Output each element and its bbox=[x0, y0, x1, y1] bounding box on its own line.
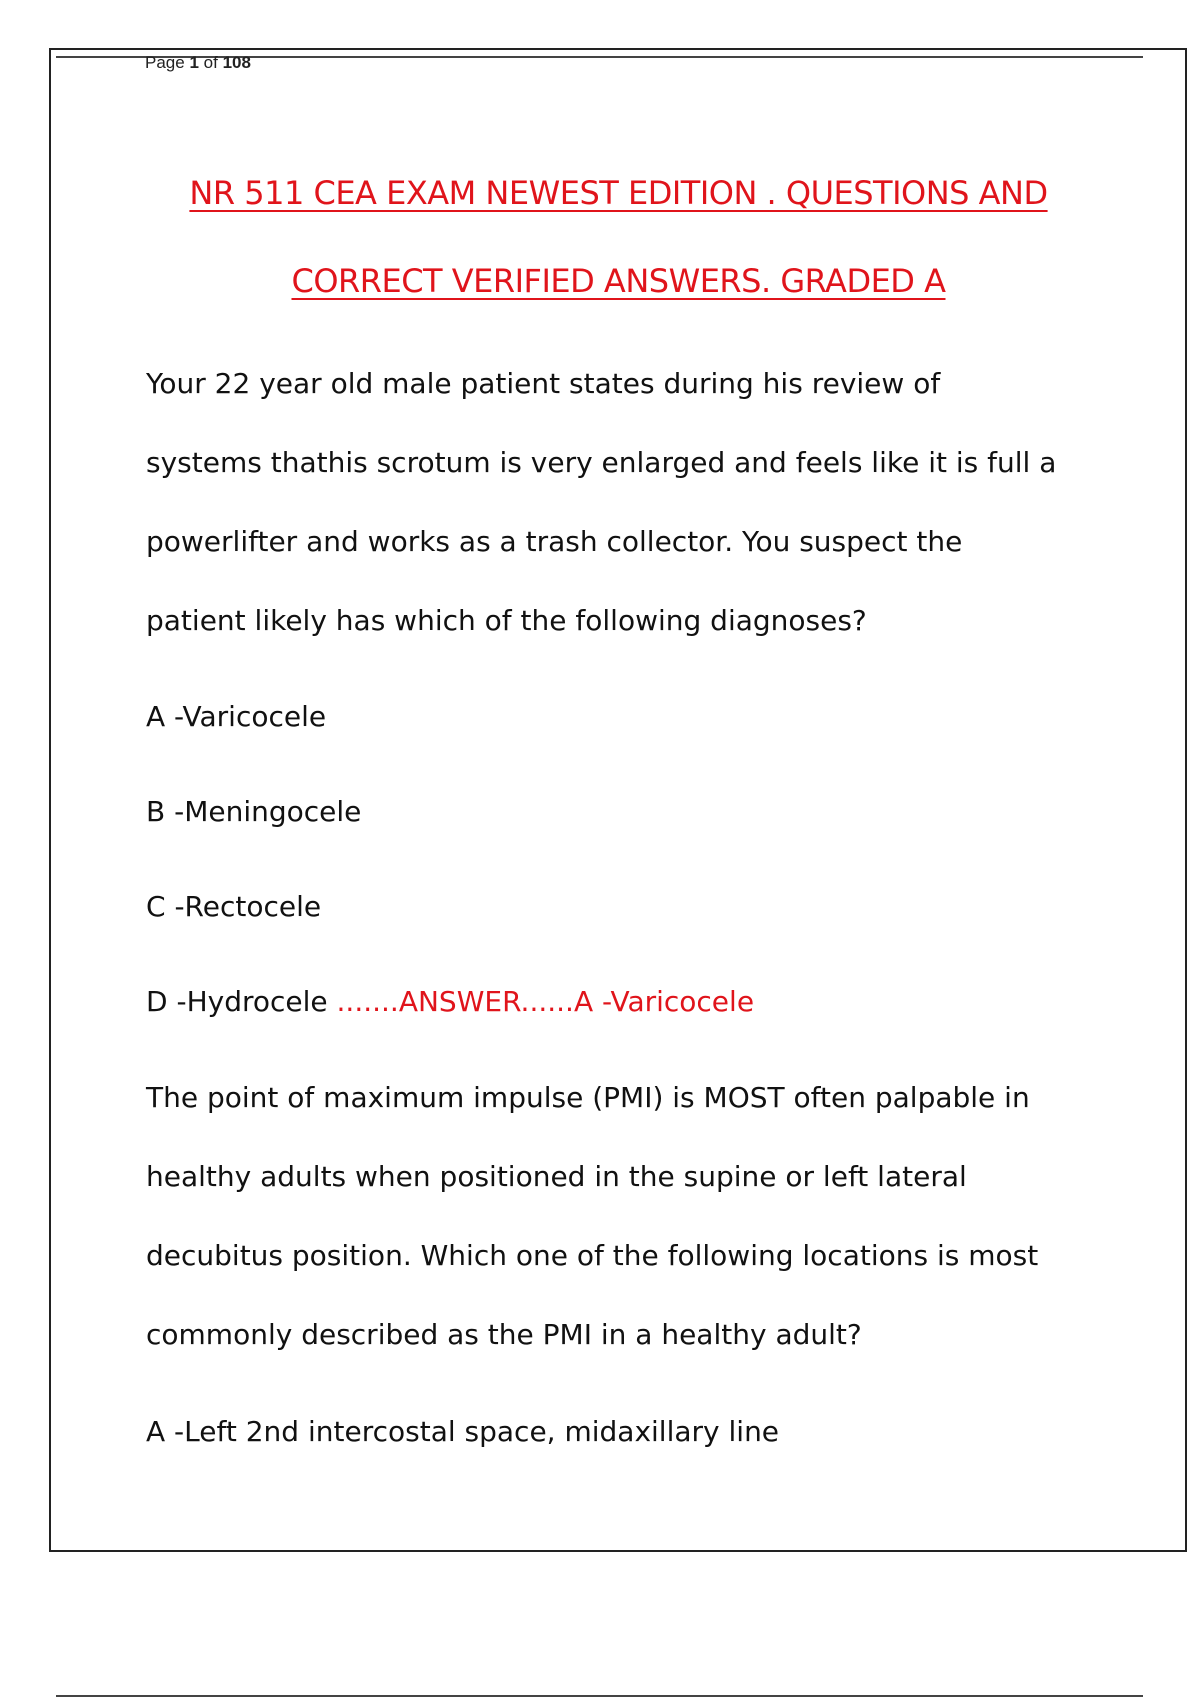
question-1-answer: .......ANSWER......A -Varicocele bbox=[336, 985, 755, 1018]
question-1-option-c: C -Rectocele bbox=[146, 890, 322, 923]
question-2-line-4: commonly described as the PMI in a healthy adult? bbox=[146, 1318, 862, 1351]
question-2-line-3: decubitus position. Which one of the following locations is most bbox=[146, 1239, 1039, 1272]
question-1-line-4: patient likely has which of the following diagnoses? bbox=[146, 604, 867, 637]
question-1-option-a: A -Varicocele bbox=[146, 700, 327, 733]
question-1-option-d: D -Hydrocele bbox=[146, 985, 328, 1018]
question-2-line-1: The point of maximum impulse (PMI) is MOST often palpable in bbox=[146, 1081, 1030, 1114]
question-1-line-1: Your 22 year old male patient states during his review of bbox=[146, 367, 941, 400]
page-current: 1 bbox=[189, 53, 199, 72]
page-of: of bbox=[203, 53, 218, 72]
page-indicator bbox=[145, 53, 251, 73]
question-2-option-a: A -Left 2nd intercostal space, midaxillary line bbox=[146, 1415, 780, 1448]
question-1-line-3: powerlifter and works as a trash collector. You suspect the bbox=[146, 525, 963, 558]
page-prefix: Page bbox=[145, 53, 185, 72]
page-total: 108 bbox=[222, 53, 251, 72]
document-title-line-2: CORRECT VERIFIED ANSWERS. GRADED A bbox=[291, 262, 946, 300]
footer-rule bbox=[56, 1695, 1143, 1697]
question-2-line-2: healthy adults when positioned in the supine or left lateral bbox=[146, 1160, 967, 1193]
question-1-option-b: B -Meningocele bbox=[146, 795, 362, 828]
question-1-line-2: systems thathis scrotum is very enlarged and feels like it is full a bbox=[146, 446, 1057, 479]
question-1-option-d-row bbox=[146, 985, 754, 1019]
document-title-line-1: NR 511 CEA EXAM NEWEST EDITION . QUESTIONS AND bbox=[189, 174, 1048, 212]
